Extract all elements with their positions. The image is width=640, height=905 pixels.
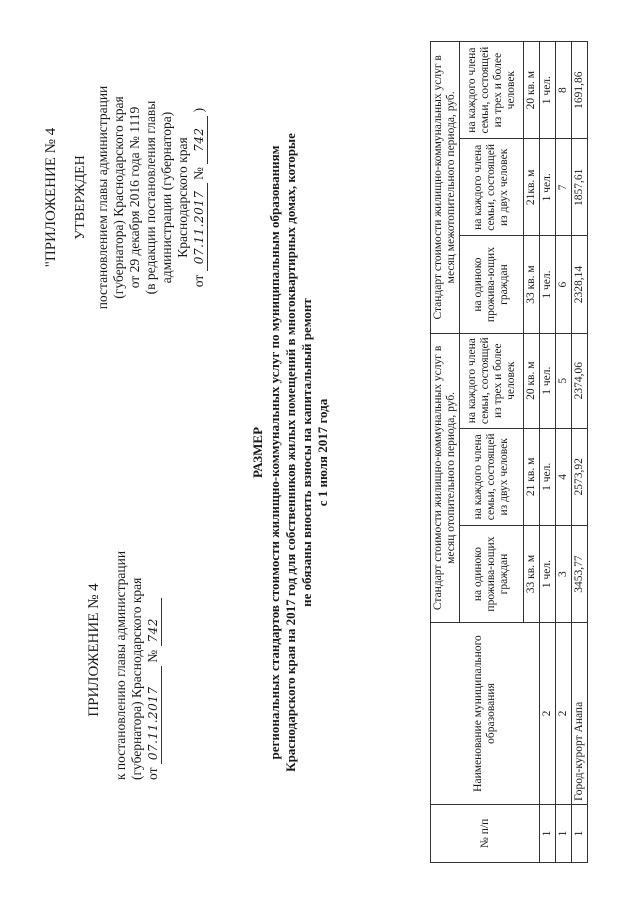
number-cell: 6	[556, 236, 572, 333]
table-row	[572, 42, 588, 863]
right-number: 742	[191, 116, 208, 164]
left-from: от	[145, 767, 160, 780]
persons-cell: 1 чел.	[540, 139, 556, 236]
right-approval-block	[43, 75, 208, 320]
number-cell: 7	[556, 139, 572, 236]
area-cell: 33 кв. м	[524, 525, 540, 622]
area-cell: 21кв. м	[524, 139, 540, 236]
persons-cell: 1 чел.	[540, 333, 556, 428]
left-line1: к постановлению главы администрации	[113, 550, 128, 780]
row-value: 2374,06	[572, 333, 588, 428]
document-heading	[250, 40, 331, 865]
right-line-6: Краснодарского края	[175, 137, 190, 258]
number-cell: 5	[556, 333, 572, 428]
area-cell: 20 кв. м	[524, 333, 540, 428]
left-approval-block	[86, 540, 105, 760]
left-approval-text	[113, 510, 162, 780]
number-cell: 2	[556, 623, 572, 805]
area-cell: 21 кв. м	[524, 428, 540, 525]
right-line-2: (губернатора) Краснодарского края	[111, 96, 126, 299]
row-municipality: Город-курорт Анапа	[572, 623, 588, 805]
number-cell: 8	[556, 42, 572, 139]
row-value: 1857,61	[572, 139, 588, 236]
col-no-header: № п/п	[431, 804, 540, 862]
group-heating-header: Стандарт стоимости жилищно-коммунальных услуг в месяц отопительного периода, руб.	[431, 333, 460, 623]
sub-header: на одиноко прожива-ющих граждан	[460, 525, 524, 622]
sub-header: на каждого члена семьи, состоящей из двух человек	[460, 139, 524, 236]
left-date-line	[145, 510, 162, 780]
right-close: )	[191, 107, 206, 113]
right-title: "ПРИЛОЖЕНИЕ № 4	[43, 127, 59, 268]
number-cell: 1	[556, 804, 572, 862]
table-header-row-persons	[540, 42, 556, 863]
heading-line-2: Краснодарского края на 2017 год для собственников жилых помещений в многоквартирных домах, которые	[283, 133, 298, 772]
right-line-4: (в редакции постановления главы	[143, 100, 158, 295]
left-number: 742	[145, 599, 162, 647]
heading-line-1: региональных стандартов стоимости жилищно-коммунальных услуг по муниципальным образованиям	[267, 145, 282, 760]
right-num-sign: №	[191, 167, 206, 180]
right-approved: УТВЕРЖДЕН	[73, 155, 88, 240]
sub-header: на одиноко прожива-ющих граждан	[460, 236, 524, 333]
table-header-row-group	[431, 42, 460, 863]
group-nonheating-header: Стандарт стоимости жилищно-коммунальных услуг в месяц межотопительного периода, руб.	[431, 42, 460, 334]
right-date: 07.11.2017	[191, 183, 208, 271]
standards-table	[430, 41, 588, 863]
right-date-line	[191, 75, 208, 320]
left-line2: (губернатора) Краснодарского края	[129, 577, 144, 780]
right-from: от	[191, 274, 206, 288]
sub-header: на каждого члена семьи, состоящей из трех и более человек	[460, 333, 524, 428]
right-line-3: от 29 декабря 2016 года № 1119	[127, 106, 142, 289]
persons-cell: 1 чел.	[540, 525, 556, 622]
row-value: 2573,92	[572, 428, 588, 525]
heading-line-3: не обязаны вносить взносы на капитальный ремонт	[299, 298, 314, 607]
table-numbers-row	[556, 42, 572, 863]
left-title: ПРИЛОЖЕНИЕ № 4	[86, 583, 102, 717]
number-cell: 1	[540, 804, 556, 862]
right-line-5: администрации (губернатора)	[159, 111, 174, 284]
persons-cell: 1 чел.	[540, 428, 556, 525]
col-name-header: Наименование муниципального образования	[431, 623, 540, 805]
persons-cell: 1 чел.	[540, 236, 556, 333]
right-line-1: постановлением главы администрации	[95, 85, 110, 310]
left-date: 07.11.2017	[145, 666, 162, 764]
area-cell: 33 кв. м	[524, 236, 540, 333]
persons-cell: 1 чел.	[540, 42, 556, 139]
area-cell: 20 кв. м	[524, 42, 540, 139]
number-cell: 3	[556, 525, 572, 622]
row-value: 1691,86	[572, 42, 588, 139]
number-cell: 4	[556, 428, 572, 525]
row-value: 3453,77	[572, 525, 588, 622]
number-cell: 2	[540, 623, 556, 805]
left-num-sign: №	[145, 649, 160, 663]
row-value: 2328,14	[572, 236, 588, 333]
heading-line-4: с 1 июля 2017 года	[315, 398, 330, 507]
heading-title: РАЗМЕР	[250, 426, 265, 479]
sub-header: на каждого члена семьи, состоящей из трех и более человек	[460, 42, 524, 139]
row-no: 1	[572, 804, 588, 862]
sub-header: на каждого члена семьи, состоящей из двух человек	[460, 428, 524, 525]
